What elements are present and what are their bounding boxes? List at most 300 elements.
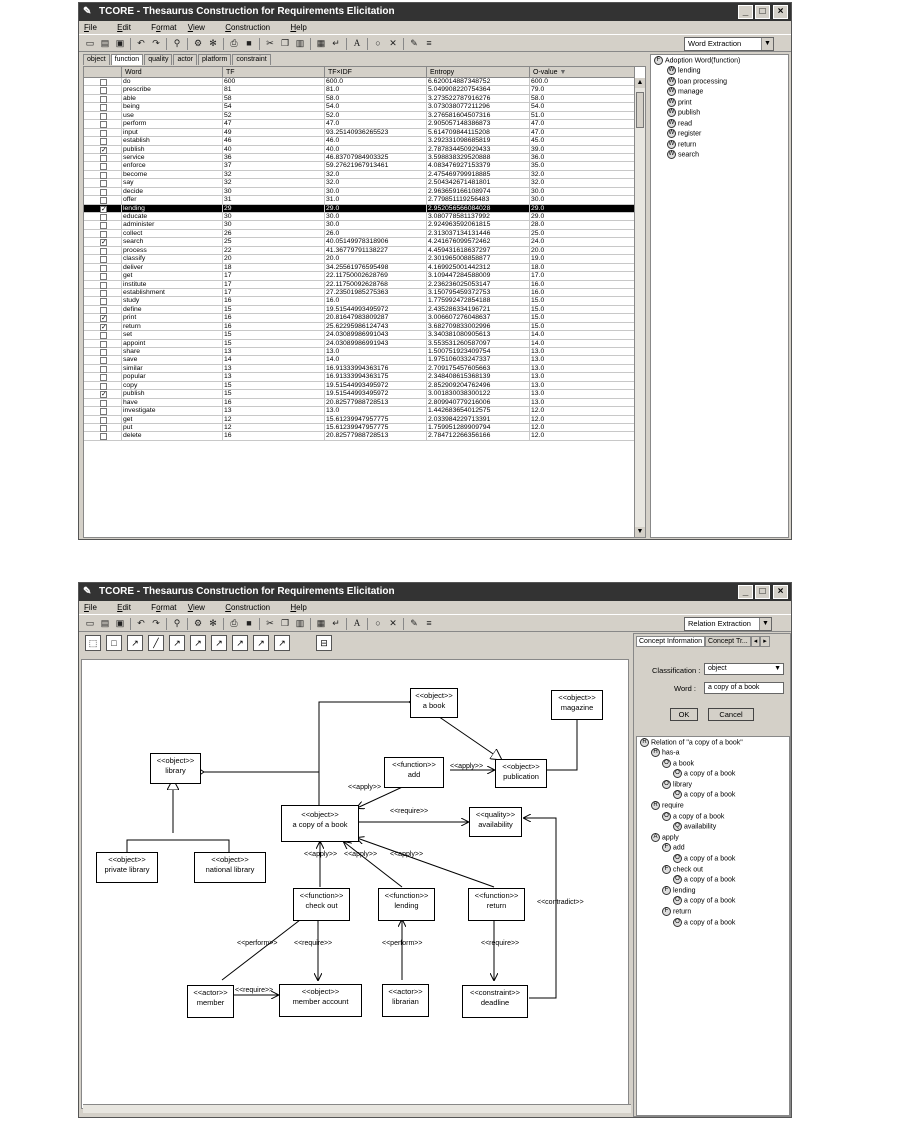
table-row[interactable] bbox=[84, 356, 635, 364]
col-ovalue[interactable]: O-value ▼ bbox=[530, 67, 635, 78]
cell-word: offer bbox=[122, 196, 223, 204]
relation-tree-item[interactable]: F lending bbox=[662, 886, 696, 896]
table-row[interactable] bbox=[84, 297, 635, 305]
table-row[interactable] bbox=[84, 221, 635, 229]
adopt-checkbox[interactable] bbox=[100, 231, 107, 238]
relation-a-tool-icon[interactable]: ↗ bbox=[211, 635, 227, 651]
scroll-down-icon[interactable]: ▼ bbox=[636, 528, 644, 535]
document-icon[interactable]: ▦ bbox=[316, 618, 326, 628]
relation-tree-item[interactable]: O a copy of a book bbox=[673, 875, 735, 885]
relation-tree-item[interactable]: O a book bbox=[662, 759, 694, 769]
tool-icon[interactable]: ✎ bbox=[410, 38, 418, 48]
adopt-checkbox[interactable] bbox=[100, 104, 107, 111]
node-member-account[interactable]: <<object>> member account bbox=[279, 984, 362, 1017]
menu-construction[interactable]: Construction bbox=[225, 603, 271, 612]
cell-check bbox=[84, 129, 122, 137]
diagram-canvas[interactable] bbox=[81, 659, 629, 1109]
adopt-checkbox[interactable] bbox=[100, 332, 107, 339]
cell-word: have bbox=[122, 399, 223, 407]
tab-platform[interactable]: platform bbox=[198, 54, 231, 65]
adopt-checkbox[interactable] bbox=[100, 189, 107, 196]
relation-tree-root[interactable]: R Relation of "a copy of a book" bbox=[640, 738, 743, 748]
table-row[interactable] bbox=[84, 306, 635, 314]
cell-tf: 12 bbox=[223, 424, 325, 432]
word-icon: W bbox=[668, 88, 675, 94]
label-require-member: <<require>> bbox=[235, 987, 274, 994]
tab-concept-tree[interactable]: Concept Tr... bbox=[705, 636, 751, 647]
table-row[interactable] bbox=[84, 78, 635, 86]
cell-entropy: 2.709175457605663 bbox=[427, 365, 530, 373]
adopt-checkbox[interactable] bbox=[100, 155, 107, 162]
table-row[interactable] bbox=[84, 340, 635, 348]
relation-tree-item[interactable]: O a copy of a book bbox=[673, 896, 735, 906]
cell-tfidf: 40.0 bbox=[325, 146, 427, 154]
menu-view[interactable]: View bbox=[187, 23, 205, 32]
adopt-checkbox[interactable] bbox=[100, 357, 107, 364]
table-row[interactable] bbox=[84, 154, 635, 162]
layout-tool-icon[interactable]: ⊟ bbox=[316, 635, 332, 651]
cell-ovalue: 20.0 bbox=[530, 247, 635, 255]
menu-bar bbox=[79, 21, 791, 34]
tab-scroll-left-icon[interactable]: ◂ bbox=[751, 636, 761, 647]
chevron-down-icon[interactable]: ▼ bbox=[761, 38, 773, 50]
minimize-button[interactable]: _ bbox=[738, 585, 753, 599]
tree-item[interactable]: W loan processing bbox=[668, 77, 728, 85]
new-icon[interactable]: ▭ bbox=[85, 618, 95, 628]
relation-tree-item[interactable]: H has-a bbox=[651, 748, 680, 758]
cell-check bbox=[84, 323, 122, 331]
cell-tf: 13 bbox=[223, 407, 325, 415]
enter-icon[interactable]: ↵ bbox=[332, 618, 340, 628]
adopt-checkbox[interactable] bbox=[100, 425, 107, 432]
relation-tree-item[interactable]: A apply bbox=[651, 833, 679, 843]
paste-icon[interactable]: ▥ bbox=[295, 38, 305, 48]
undo-icon[interactable]: ↶ bbox=[137, 38, 145, 48]
cell-check bbox=[84, 281, 122, 289]
cell-tf: 15 bbox=[223, 331, 325, 339]
cell-entropy: 6.620014887348752 bbox=[427, 78, 530, 86]
table-row[interactable] bbox=[84, 179, 635, 187]
table-row[interactable] bbox=[84, 162, 635, 170]
table-body bbox=[84, 78, 635, 441]
cell-tf: 13 bbox=[223, 365, 325, 373]
table-row[interactable] bbox=[84, 323, 635, 331]
relation-tree-item[interactable]: Q availability bbox=[673, 822, 716, 832]
table-row[interactable] bbox=[84, 230, 635, 238]
open-icon[interactable]: ▤ bbox=[100, 618, 110, 628]
cell-check bbox=[84, 137, 122, 145]
cut-icon[interactable]: ✂ bbox=[266, 618, 274, 628]
relation-s-tool-icon[interactable]: ↗ bbox=[253, 635, 269, 651]
adopt-checkbox[interactable] bbox=[100, 349, 107, 356]
cell-ovalue: 600.0 bbox=[530, 78, 635, 86]
cell-tf: 15 bbox=[223, 390, 325, 398]
maximize-button[interactable]: □ bbox=[755, 585, 770, 599]
node-a-copy-of-a-book[interactable]: <<object>> a copy of a book bbox=[281, 805, 359, 842]
undo-icon[interactable]: ↶ bbox=[137, 618, 145, 628]
cell-entropy: 2.784712266356166 bbox=[427, 432, 530, 440]
table-row[interactable] bbox=[84, 281, 635, 289]
chevron-down-icon[interactable]: ▼ bbox=[759, 618, 771, 630]
table-row[interactable] bbox=[84, 382, 635, 390]
print-icon[interactable]: ⎙ bbox=[230, 618, 238, 628]
relation-c-tool-icon[interactable]: ↗ bbox=[190, 635, 206, 651]
node-librarian[interactable]: <<actor>> librarian bbox=[382, 984, 429, 1017]
mode-select[interactable]: Word Extraction ▼ bbox=[684, 37, 774, 51]
node-type-icon: F bbox=[662, 886, 671, 895]
label-apply-add-copy: <<apply>> bbox=[348, 784, 382, 791]
table-row[interactable] bbox=[84, 188, 635, 196]
tab-concept-information[interactable]: Concept Information bbox=[636, 636, 705, 647]
cell-ovalue: 32.0 bbox=[530, 171, 635, 179]
list-icon[interactable]: ≡ bbox=[426, 38, 432, 48]
menu-format[interactable]: Format bbox=[151, 603, 177, 612]
cell-tfidf: 46.83707984903325 bbox=[325, 154, 427, 162]
classification-select[interactable]: object ▼ bbox=[704, 663, 784, 675]
adopt-checkbox[interactable] bbox=[100, 96, 107, 103]
relation-tree-item[interactable]: R require bbox=[651, 801, 684, 811]
table-row[interactable] bbox=[84, 348, 635, 356]
adopt-checkbox[interactable] bbox=[100, 282, 107, 289]
cell-ovalue: 15.0 bbox=[530, 323, 635, 331]
adopt-checkbox[interactable] bbox=[100, 163, 107, 170]
tree-item[interactable]: W publish bbox=[668, 109, 701, 117]
adopt-checkbox[interactable] bbox=[100, 341, 107, 348]
menu-edit[interactable]: Edit bbox=[117, 603, 131, 612]
cell-word: institute bbox=[122, 281, 223, 289]
tab-quality[interactable]: quality bbox=[144, 54, 172, 65]
cell-word: popular bbox=[122, 373, 223, 381]
adopt-checkbox[interactable] bbox=[100, 408, 107, 415]
cell-ovalue: 13.0 bbox=[530, 356, 635, 364]
adopt-checkbox[interactable] bbox=[100, 214, 107, 221]
adopt-checkbox[interactable] bbox=[100, 130, 107, 137]
node-return[interactable]: <<function>> return bbox=[468, 888, 525, 921]
tree-item[interactable]: W search bbox=[668, 151, 700, 159]
cell-check bbox=[84, 424, 122, 432]
label-perform-librarian: <<perform>> bbox=[382, 940, 423, 947]
tree-item[interactable]: W read bbox=[668, 119, 693, 127]
adopt-checkbox[interactable] bbox=[100, 113, 107, 120]
menu-construction[interactable]: Construction bbox=[225, 23, 271, 32]
vertical-scrollbar[interactable] bbox=[634, 78, 645, 537]
table-row[interactable] bbox=[84, 137, 635, 145]
cell-check bbox=[84, 306, 122, 314]
label-apply-return: <<apply>> bbox=[390, 851, 424, 858]
adopt-checkbox[interactable] bbox=[100, 307, 107, 314]
tree-item[interactable]: W manage bbox=[668, 88, 704, 96]
node-availability[interactable]: <<quality>> availability bbox=[469, 807, 522, 837]
list-icon[interactable]: ≡ bbox=[426, 618, 432, 628]
adopt-checkbox[interactable] bbox=[100, 417, 107, 424]
cell-check bbox=[84, 390, 122, 398]
node-private-library[interactable]: <<object>> private library bbox=[96, 852, 158, 883]
tab-constraint[interactable]: constraint bbox=[232, 54, 270, 65]
adopt-checkbox[interactable]: ✓ bbox=[101, 391, 107, 399]
cancel-button[interactable]: Cancel bbox=[708, 708, 754, 721]
close-button[interactable]: × bbox=[773, 5, 788, 19]
arrow-tool-icon[interactable]: ↗ bbox=[127, 635, 143, 651]
scroll-thumb[interactable] bbox=[636, 92, 644, 128]
col-entropy[interactable]: Entropy bbox=[427, 67, 530, 78]
accept-icon[interactable]: ○ bbox=[375, 618, 381, 628]
cell-check bbox=[84, 171, 122, 179]
adopt-checkbox[interactable] bbox=[100, 383, 107, 390]
line-tool-icon[interactable]: ╱ bbox=[148, 635, 164, 651]
node-library[interactable]: <<object>> library bbox=[150, 753, 201, 784]
cut-icon[interactable]: ✂ bbox=[266, 38, 274, 48]
relation-tree-item[interactable]: F return bbox=[662, 907, 691, 917]
cell-tfidf: 20.82577988728513 bbox=[325, 432, 427, 440]
adopt-checkbox[interactable] bbox=[100, 290, 107, 297]
table-row[interactable] bbox=[84, 264, 635, 272]
node-add[interactable]: <<function>> add bbox=[384, 757, 444, 788]
menu-file[interactable]: File bbox=[84, 23, 97, 32]
table-row[interactable] bbox=[84, 407, 635, 415]
extract-icon[interactable]: ⚙ bbox=[193, 618, 203, 628]
enter-icon[interactable]: ↵ bbox=[332, 38, 340, 48]
adopt-checkbox[interactable] bbox=[100, 298, 107, 305]
reject-icon[interactable]: ✕ bbox=[389, 38, 397, 48]
adopt-checkbox[interactable] bbox=[100, 256, 107, 263]
menu-help[interactable]: Help bbox=[290, 23, 307, 32]
adopt-checkbox[interactable] bbox=[100, 366, 107, 373]
table-row[interactable] bbox=[84, 432, 635, 440]
adopt-checkbox[interactable] bbox=[100, 400, 107, 407]
table-row[interactable] bbox=[84, 103, 635, 111]
cell-tfidf: 14.0 bbox=[325, 356, 427, 364]
save-icon[interactable]: ▣ bbox=[115, 618, 125, 628]
table-row[interactable] bbox=[84, 196, 635, 204]
font-icon[interactable]: A bbox=[353, 618, 361, 628]
adopt-checkbox[interactable]: ✓ bbox=[101, 205, 107, 213]
relation-r-tool-icon[interactable]: ↗ bbox=[169, 635, 185, 651]
adopt-checkbox[interactable] bbox=[100, 138, 107, 145]
ok-button[interactable]: OK bbox=[670, 708, 698, 721]
table-row[interactable] bbox=[84, 171, 635, 179]
relation-tree-item[interactable]: O library bbox=[662, 780, 692, 790]
search-icon[interactable]: ⚲ bbox=[173, 618, 181, 628]
cell-word: being bbox=[122, 103, 223, 111]
node-national-library[interactable]: <<object>> national library bbox=[194, 852, 266, 883]
horizontal-scrollbar[interactable] bbox=[83, 1104, 631, 1113]
adopt-checkbox[interactable]: ✓ bbox=[101, 315, 107, 323]
cell-ovalue: 16.0 bbox=[530, 289, 635, 297]
graph-icon[interactable]: ✻ bbox=[209, 38, 217, 48]
node-type-icon: O bbox=[673, 790, 682, 799]
adopt-checkbox[interactable]: ✓ bbox=[101, 323, 107, 331]
copy-icon[interactable]: ❐ bbox=[280, 38, 290, 48]
search-icon[interactable]: ⚲ bbox=[173, 38, 181, 48]
scroll-up-icon[interactable]: ▲ bbox=[636, 79, 644, 86]
cell-word: save bbox=[122, 356, 223, 364]
adopt-checkbox[interactable] bbox=[100, 273, 107, 280]
relation-p-tool-icon[interactable]: ↗ bbox=[232, 635, 248, 651]
menu-help[interactable]: Help bbox=[290, 603, 307, 612]
cell-entropy: 5.049908220754364 bbox=[427, 86, 530, 94]
relation-tree-item[interactable]: O a copy of a book bbox=[673, 918, 735, 928]
tree-item[interactable]: W return bbox=[668, 140, 697, 148]
cell-entropy: 5.614709844115208 bbox=[427, 129, 530, 137]
cell-check bbox=[84, 238, 122, 246]
cell-tf: 52 bbox=[223, 112, 325, 120]
table-row[interactable] bbox=[84, 95, 635, 103]
cell-ovalue: 14.0 bbox=[530, 340, 635, 348]
cell-entropy: 4.241676099572462 bbox=[427, 238, 530, 246]
font-icon[interactable]: A bbox=[353, 38, 361, 48]
table-row[interactable] bbox=[84, 424, 635, 432]
document-icon[interactable]: ▦ bbox=[316, 38, 326, 48]
adopt-checkbox[interactable] bbox=[100, 374, 107, 381]
stop-icon[interactable]: ■ bbox=[246, 38, 252, 48]
word-icon: W bbox=[668, 67, 675, 73]
node-publication[interactable]: <<object>> publication bbox=[495, 759, 547, 788]
tree-item[interactable]: W lending bbox=[668, 67, 701, 75]
chevron-down-icon[interactable]: ▼ bbox=[774, 665, 781, 672]
open-icon[interactable]: ▤ bbox=[100, 38, 110, 48]
table-row[interactable] bbox=[84, 247, 635, 255]
relation-tree-item[interactable]: F add bbox=[662, 843, 685, 853]
table-row[interactable] bbox=[84, 86, 635, 94]
close-button[interactable]: × bbox=[773, 585, 788, 599]
cell-ovalue: 29.0 bbox=[530, 213, 635, 221]
tab-actor[interactable]: actor bbox=[173, 54, 197, 65]
relation-tree-item[interactable]: O a copy of a book bbox=[662, 812, 724, 822]
table-row[interactable] bbox=[84, 129, 635, 137]
cell-entropy: 2.779851119256483 bbox=[427, 196, 530, 204]
cell-entropy: 3.598838329520888 bbox=[427, 154, 530, 162]
cell-word: perform bbox=[122, 120, 223, 128]
cell-check bbox=[84, 247, 122, 255]
adopt-checkbox[interactable]: ✓ bbox=[101, 239, 107, 247]
adopt-checkbox[interactable] bbox=[100, 265, 107, 272]
table-row[interactable] bbox=[84, 213, 635, 221]
cell-word: study bbox=[122, 297, 223, 305]
adopt-checkbox[interactable] bbox=[100, 433, 107, 440]
adopt-checkbox[interactable] bbox=[100, 222, 107, 229]
table-row[interactable] bbox=[84, 373, 635, 381]
cell-tf: 16 bbox=[223, 399, 325, 407]
table-row[interactable] bbox=[84, 416, 635, 424]
accept-icon[interactable]: ○ bbox=[375, 38, 381, 48]
node-type-icon: O bbox=[662, 812, 671, 821]
menu-view[interactable]: View bbox=[187, 603, 205, 612]
rectangle-tool-icon[interactable]: □ bbox=[106, 635, 122, 651]
tab-object[interactable]: object bbox=[83, 54, 110, 65]
cell-word: decide bbox=[122, 188, 223, 196]
node-a-book[interactable]: <<object>> a book bbox=[410, 688, 458, 718]
print-icon[interactable]: ⎙ bbox=[230, 38, 238, 48]
relation-tree-item[interactable]: O a copy of a book bbox=[673, 769, 735, 779]
table-row[interactable] bbox=[84, 272, 635, 280]
save-icon[interactable]: ▣ bbox=[115, 38, 125, 48]
relation-tree-item[interactable]: F check out bbox=[662, 865, 703, 875]
table-row[interactable] bbox=[84, 238, 635, 246]
tool-icon[interactable]: ✎ bbox=[410, 618, 418, 628]
node-check-out[interactable]: <<function>> check out bbox=[293, 888, 350, 921]
col-tf[interactable]: TF bbox=[223, 67, 325, 78]
minimize-button[interactable]: _ bbox=[738, 5, 753, 19]
col-tfidf[interactable]: TF×IDF bbox=[325, 67, 427, 78]
menu-file[interactable]: File bbox=[84, 603, 97, 612]
extract-icon[interactable]: ⚙ bbox=[193, 38, 203, 48]
table-row[interactable] bbox=[84, 390, 635, 398]
relation-cc-tool-icon[interactable]: ↗ bbox=[274, 635, 290, 651]
adopt-checkbox[interactable] bbox=[100, 79, 107, 86]
table-row[interactable] bbox=[84, 255, 635, 263]
menu-format[interactable]: Format bbox=[151, 23, 177, 32]
new-icon[interactable]: ▭ bbox=[85, 38, 95, 48]
reject-icon[interactable]: ✕ bbox=[389, 618, 397, 628]
redo-icon[interactable]: ↷ bbox=[152, 38, 160, 48]
cell-check bbox=[84, 95, 122, 103]
tree-item[interactable]: W print bbox=[668, 98, 692, 106]
node-member[interactable]: <<actor>> member bbox=[187, 985, 234, 1018]
tab-function[interactable]: function bbox=[111, 54, 144, 65]
tree-root[interactable]: F Adoption Word(function) bbox=[654, 56, 740, 66]
maximize-button[interactable]: □ bbox=[755, 5, 770, 19]
table-row[interactable] bbox=[84, 331, 635, 339]
table-row[interactable] bbox=[84, 314, 635, 322]
table-row[interactable] bbox=[84, 112, 635, 120]
col-word[interactable]: Word bbox=[122, 67, 223, 78]
table-row[interactable] bbox=[84, 399, 635, 407]
copy-icon[interactable]: ❐ bbox=[280, 618, 290, 628]
cell-tfidf: 52.0 bbox=[325, 112, 427, 120]
cell-tf: 81 bbox=[223, 86, 325, 94]
relation-tree bbox=[636, 736, 790, 1116]
adopt-checkbox[interactable] bbox=[100, 197, 107, 204]
table-row[interactable] bbox=[84, 205, 635, 213]
cell-tfidf: 19.51544993495972 bbox=[325, 306, 427, 314]
relation-tree-item[interactable]: O a copy of a book bbox=[673, 854, 735, 864]
table-row[interactable] bbox=[84, 146, 635, 154]
classification-label: Classification : bbox=[652, 666, 701, 675]
relation-tree-item[interactable]: O a copy of a book bbox=[673, 790, 735, 800]
adopt-checkbox[interactable]: ✓ bbox=[101, 146, 107, 154]
adopt-checkbox[interactable] bbox=[100, 172, 107, 179]
cell-tf: 32 bbox=[223, 171, 325, 179]
select-tool-icon[interactable]: ⬚ bbox=[85, 635, 101, 651]
cell-entropy: 2.313037134131446 bbox=[427, 230, 530, 238]
adopt-checkbox[interactable] bbox=[100, 180, 107, 187]
cell-tfidf: 34.25561976595498 bbox=[325, 264, 427, 272]
paste-icon[interactable]: ▥ bbox=[295, 618, 305, 628]
adopt-checkbox[interactable] bbox=[100, 248, 107, 255]
node-magazine[interactable]: <<object>> magazine bbox=[551, 690, 603, 720]
stop-icon[interactable]: ■ bbox=[246, 618, 252, 628]
redo-icon[interactable]: ↷ bbox=[152, 618, 160, 628]
mode-select[interactable]: Relation Extraction ▼ bbox=[684, 617, 772, 631]
cell-entropy: 2.504342671481801 bbox=[427, 179, 530, 187]
cell-tfidf: 81.0 bbox=[325, 86, 427, 94]
tree-item[interactable]: W register bbox=[668, 130, 702, 138]
adopt-checkbox[interactable] bbox=[100, 87, 107, 94]
cell-ovalue: 25.0 bbox=[530, 230, 635, 238]
cell-tfidf: 41.36779791138227 bbox=[325, 247, 427, 255]
adopt-checkbox[interactable] bbox=[100, 121, 107, 128]
table-row[interactable] bbox=[84, 120, 635, 128]
table-row[interactable] bbox=[84, 365, 635, 373]
graph-icon[interactable]: ✻ bbox=[209, 618, 217, 628]
label-require-account: <<require>> bbox=[294, 940, 333, 947]
menu-edit[interactable]: Edit bbox=[117, 23, 131, 32]
tab-scroll-right-icon[interactable]: ▸ bbox=[760, 636, 770, 647]
node-lending[interactable]: <<function>> lending bbox=[378, 888, 435, 921]
table-row[interactable] bbox=[84, 289, 635, 297]
word-input[interactable]: a copy of a book bbox=[704, 682, 784, 694]
node-deadline[interactable]: <<constraint>> deadline bbox=[462, 985, 528, 1018]
